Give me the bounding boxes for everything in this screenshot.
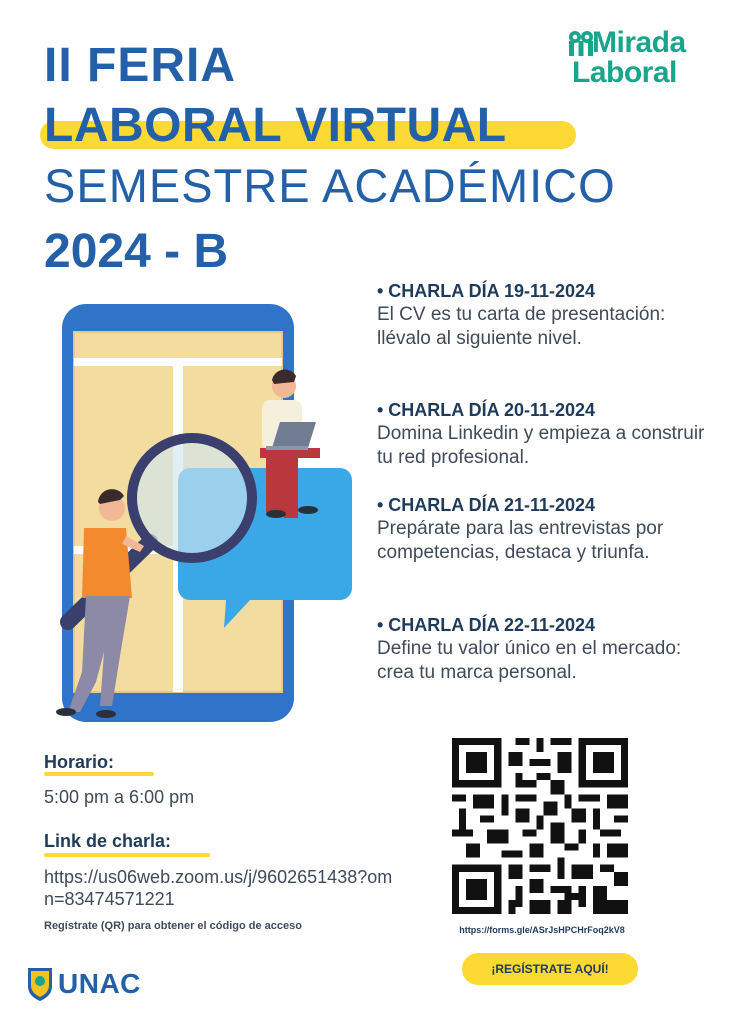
job-search-illustration xyxy=(40,300,360,725)
mirada-laboral-logo xyxy=(566,24,696,90)
talk-item-2 xyxy=(377,398,717,470)
link-underline xyxy=(44,853,210,857)
talk-heading: • CHARLA DÍA 19-11-2024 xyxy=(377,281,596,301)
unac-shield-icon xyxy=(26,966,54,1002)
schedule-value: 5:00 pm a 6:00 pm xyxy=(44,787,195,807)
register-button[interactable]: ¡REGÍSTRATE AQUÍ! xyxy=(462,953,638,985)
talk-heading: • CHARLA DÍA 20-11-2024 xyxy=(377,400,596,420)
unac-text: UNAC xyxy=(58,968,141,999)
qr-code-icon[interactable] xyxy=(452,738,628,914)
title-line-3: SEMESTRE ACADÉMICO xyxy=(44,159,616,212)
talk-heading: • CHARLA DÍA 22-11-2024 xyxy=(377,615,596,635)
magnifying-glass-icon xyxy=(132,438,252,558)
title-line-4: 2024 - B xyxy=(44,225,229,278)
logo-mark-icon xyxy=(568,28,594,58)
talk-description: Define tu valor único en el mercado: crea tu marca personal. xyxy=(377,638,682,683)
talk-heading: • CHARLA DÍA 21-11-2024 xyxy=(377,495,596,515)
talk-item-1 xyxy=(377,279,717,351)
talk-item-4 xyxy=(377,613,717,685)
form-url[interactable]: https://forms.gle/ASrJsHPCHrFoq2kV8 xyxy=(459,925,625,935)
logo-text-line-1: Mirada xyxy=(592,26,686,59)
title-line-1: II FERIA xyxy=(44,39,237,92)
link-label: Link de charla: xyxy=(44,831,172,851)
zoom-link[interactable]: https://us06web.zoom.us/j/9602651438?omn=83474571221 xyxy=(44,867,393,909)
register-note: Regístrate (QR) para obtener el código de acceso xyxy=(44,920,302,932)
talk-item-3 xyxy=(377,493,717,565)
schedule-underline xyxy=(44,772,154,776)
schedule-label: Horario: xyxy=(44,752,115,772)
talk-description: Domina Linkedin y empieza a construir tu red profesional. xyxy=(377,423,705,468)
logo-text-line-2: Laboral xyxy=(572,56,677,89)
talk-description: Prepárate para las entrevistas por competencias, destaca y triunfa. xyxy=(377,518,664,563)
talk-description: El CV es tu carta de presentación: llévalo al siguiente nivel. xyxy=(377,304,666,349)
title-line-2: LABORAL VIRTUAL xyxy=(44,99,507,152)
